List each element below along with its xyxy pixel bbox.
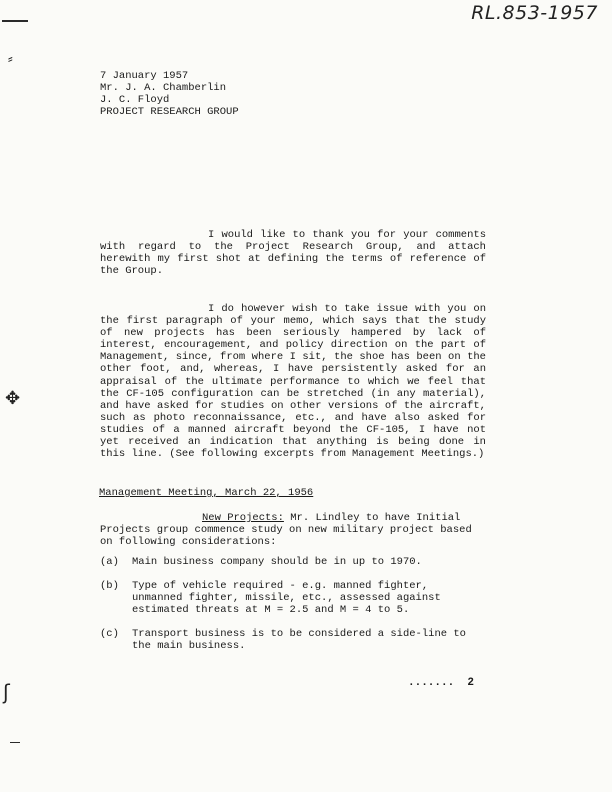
punch-hole-mark: ⸗ xyxy=(8,51,13,67)
paragraph-issue xyxy=(100,303,486,460)
list-item xyxy=(100,628,472,652)
paragraph-thanks xyxy=(100,229,486,277)
paragraph-issue-body: on the first paragraph of your memo, which says that the study of new projects has been seriously hampered by lack of interest, encouragement, and policy direction on the part of Management, since, from where I sit, the shoe has been on the other foot, and, whereas, I have persistently asked for an appraisal of the ultimate performance to which we feel that the CF-105 configuration can be stretched (in any material), and have asked for studies on other versions of the aircraft, such as photo reconnaissance, etc., and have also asked for studies of a manned aircraft beyond the CF-105, I have not yet received an indication that anything is being done in this line. (See following excerpts from Management Meetings.) xyxy=(100,303,486,461)
memo-to: Mr. J. A. Chamberlin xyxy=(100,82,227,94)
punch-hole-mark: ʃ xyxy=(3,680,10,704)
new-projects-paragraph xyxy=(100,512,472,548)
continuation-marker xyxy=(408,677,474,689)
reference-number: RL.853-1957 xyxy=(471,2,598,24)
memo-from: J. C. Floyd xyxy=(100,94,170,106)
memo-header xyxy=(100,70,239,118)
continuation-dots: ....... xyxy=(408,677,455,689)
paragraph-thanks-lead: I would like to thank you for your comments xyxy=(208,229,486,241)
page-number: 2 xyxy=(467,677,475,689)
new-projects-text: Mr. Lindley to have Initial Projects group commence study on new military project based on following considerations: xyxy=(100,512,472,548)
meeting-heading: Management Meeting, March 22, 1956 xyxy=(99,487,314,499)
list-item-label: (c) xyxy=(100,628,119,640)
new-projects-label: New Projects: xyxy=(202,512,284,524)
list-item xyxy=(100,580,472,616)
memo-date: 7 January 1957 xyxy=(100,70,189,82)
margin-mark xyxy=(2,20,28,22)
list-item-text: Type of vehicle required - e.g. manned fighter, unmanned fighter, missile, etc., assessed against estimated threats at M = 2.5 and M = 4 to 5. xyxy=(132,580,441,616)
memo-subject: PROJECT RESEARCH GROUP xyxy=(100,106,239,118)
margin-mark xyxy=(10,742,20,743)
list-item-label: (b) xyxy=(100,580,119,592)
list-item xyxy=(100,556,472,568)
list-item-text: Transport business is to be considered a side-line to the main business. xyxy=(132,628,466,652)
paragraph-issue-lead: I do however wish to take issue with you xyxy=(208,303,467,315)
punch-hole-mark: ✥ xyxy=(5,388,21,409)
paragraph-thanks-body: with regard to the Project Research Group, and attach herewith my first shot at defining the terms of reference of the Group. xyxy=(100,241,486,278)
list-item-label: (a) xyxy=(100,556,119,568)
list-item-text: Main business company should be in up to 1970. xyxy=(132,556,422,568)
